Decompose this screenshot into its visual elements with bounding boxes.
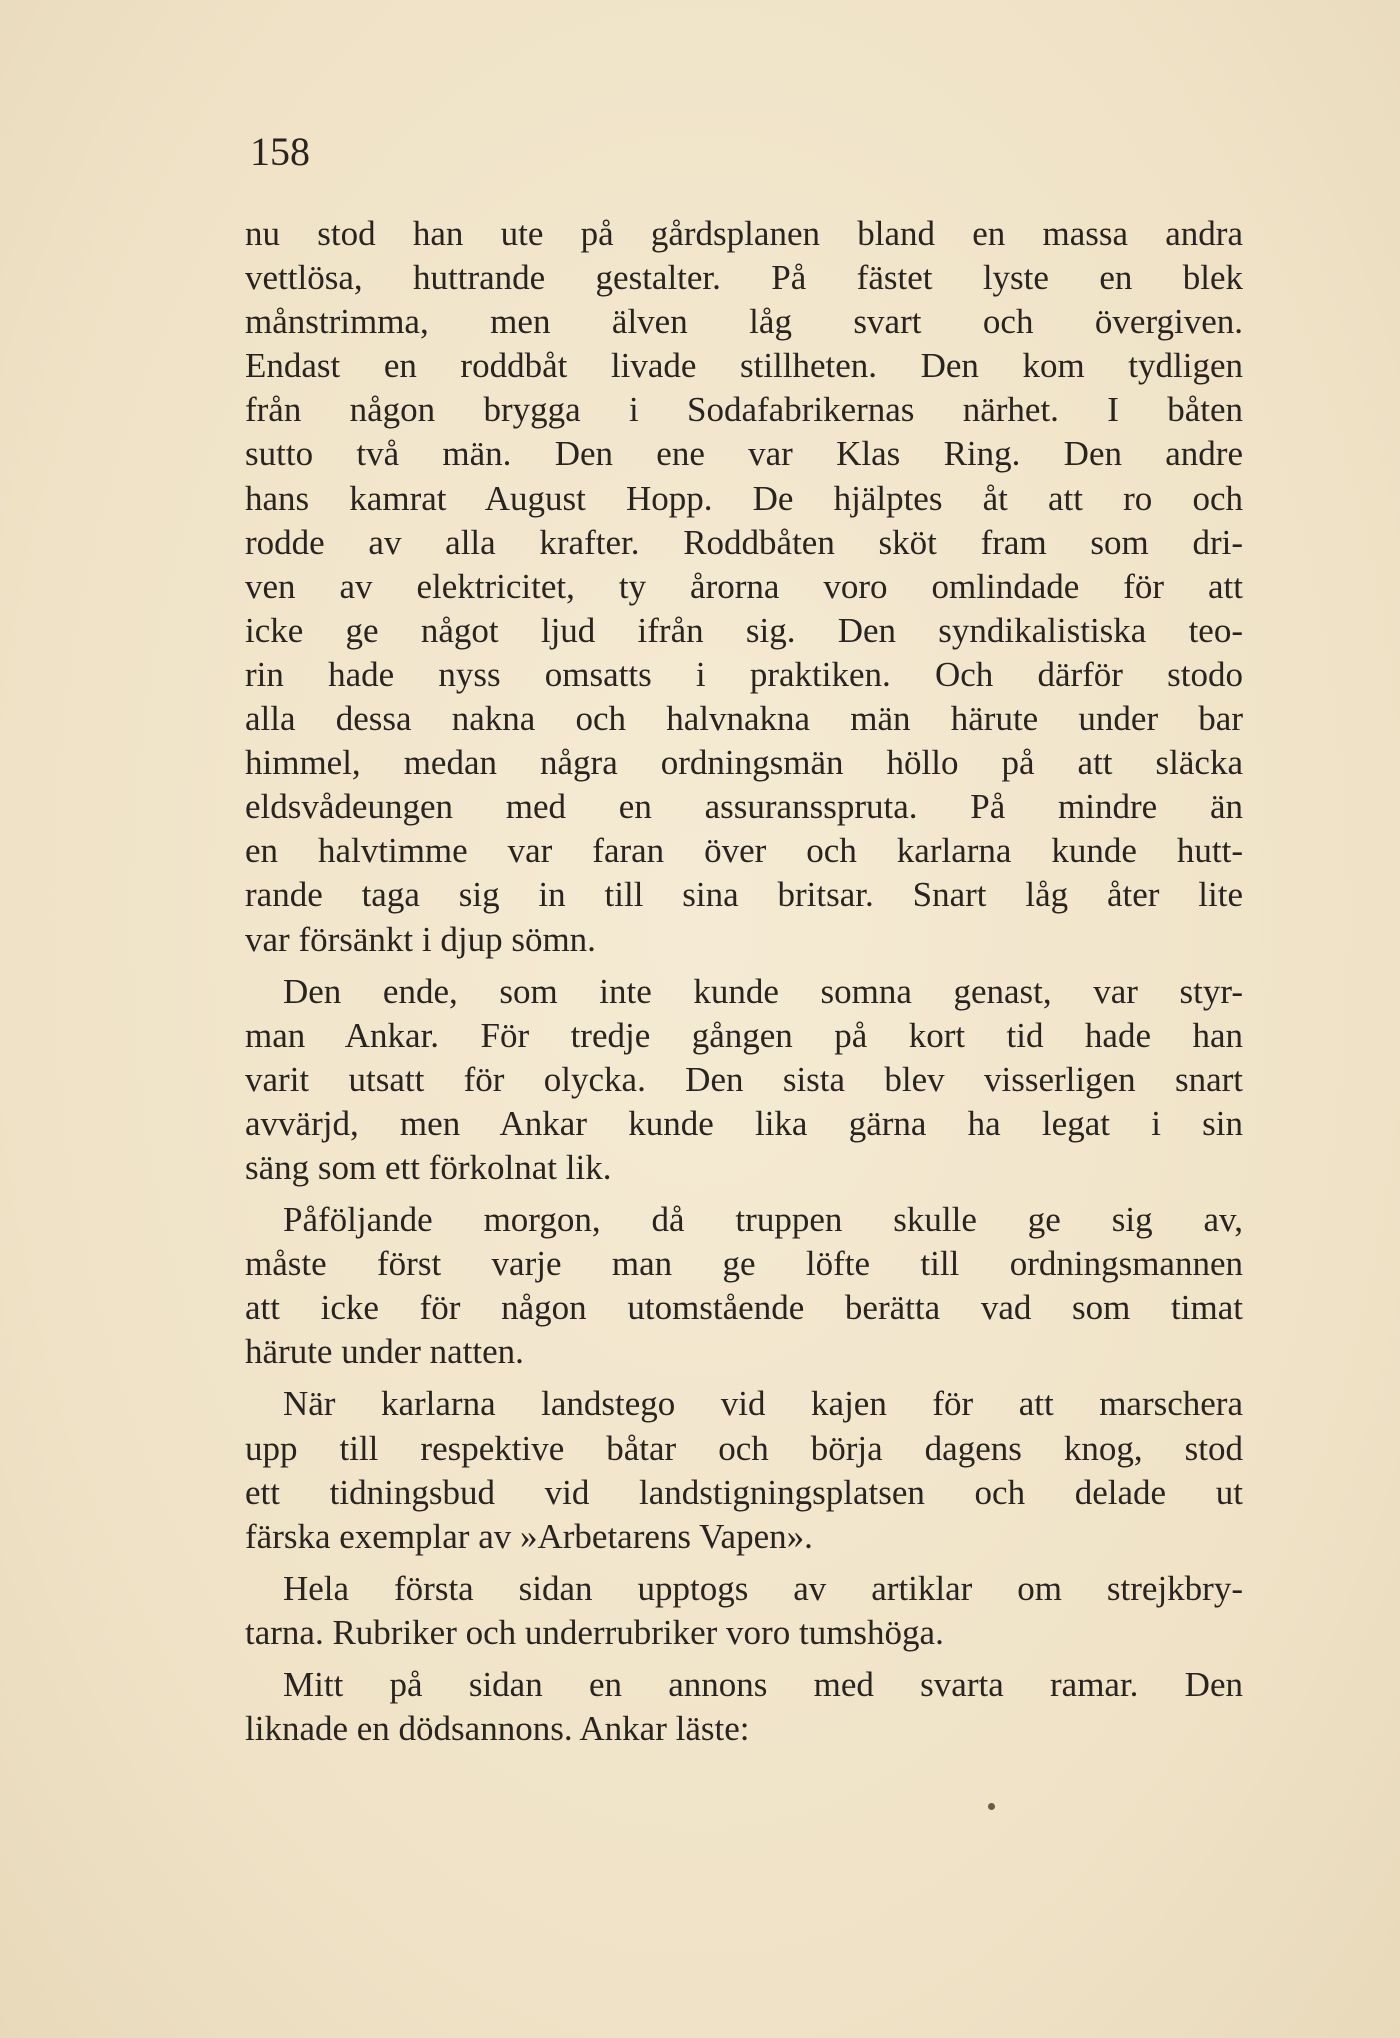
paper-speck (988, 1803, 995, 1810)
text-line: liknade en dödsannons. Ankar läste: (245, 1709, 750, 1749)
text-line: Mitt på sidan en annons med svarta ramar. Den (283, 1665, 1243, 1704)
text-line: icke ge något ljud ifrån sig. Den syndikalistiska teo- (245, 610, 1243, 650)
text-line: himmel, medan några ordningsmän höllo på att släcka (245, 743, 1243, 783)
text-line: alla dessa nakna och halvnakna män härute under bar (245, 699, 1243, 739)
paragraph-gap (245, 1374, 1243, 1382)
paragraph-gap (245, 1559, 1243, 1567)
text-line: tarna. Rubriker och underrubriker voro tumshöga. (245, 1612, 944, 1652)
text-line: rande taga sig in till sina britsar. Snart låg åter lite (245, 875, 1243, 915)
text-line: måste först varje man ge löfte till ordningsmannen (245, 1244, 1243, 1284)
text-line: nu stod han ute på gårdsplanen bland en massa andra (245, 214, 1243, 253)
text-line: rodde av alla krafter. Roddbåten sköt fram som dri- (245, 522, 1243, 562)
paragraph-gap (245, 962, 1243, 970)
text-line: eldsvådeungen med en assuransspruta. På mindre än (245, 787, 1243, 827)
text-line: härute under natten. (245, 1332, 524, 1372)
text-line: Den ende, som inte kunde somna genast, var styr- (283, 971, 1243, 1011)
text-line: man Ankar. För tredje gången på kort tid hade han (245, 1015, 1243, 1055)
text-line: rin hade nyss omsatts i praktiken. Och därför stodo (245, 654, 1243, 694)
text-line: säng som ett förkolnat lik. (245, 1147, 612, 1187)
text-line: hans kamrat August Hopp. De hjälptes åt att ro och (245, 478, 1243, 518)
text-line: Påföljande morgon, då truppen skulle ge sig av, (283, 1200, 1243, 1240)
page-number: 158 (250, 129, 310, 174)
text-line: vettlösa, huttrande gestalter. På fästet lyste en blek (245, 258, 1243, 298)
text-line: en halvtimme var faran över och karlarna kunde hutt- (245, 831, 1243, 871)
text-line: månstrimma, men älven låg svart och övergiven. (245, 302, 1243, 342)
paragraph-gap (245, 1190, 1243, 1198)
text-line: ett tidningsbud vid landstigningsplatsen och delade ut (245, 1472, 1243, 1512)
text-line: från någon brygga i Sodafabrikernas närhet. I båten (245, 390, 1243, 430)
text-line: ven av elektricitet, ty årorna voro omlindade för att (245, 566, 1243, 606)
text-line: sutto två män. Den ene var Klas Ring. Den andre (245, 434, 1243, 474)
text-line: var försänkt i djup sömn. (245, 919, 596, 959)
text-line: att icke för någon utomstående berätta vad som timat (245, 1288, 1243, 1328)
text-line: upp till respektive båtar och börja dagens knog, stod (245, 1428, 1243, 1468)
paragraph-gap (245, 1655, 1243, 1663)
text-line: När karlarna landstego vid kajen för att marschera (283, 1384, 1243, 1424)
text-line: Endast en roddbåt livade stillheten. Den kom tydligen (245, 346, 1243, 386)
text-line: färska exemplar av »Arbetarens Vapen». (245, 1516, 813, 1556)
text-line: Hela första sidan upptogs av artiklar om strejkbry- (283, 1568, 1243, 1608)
text-line: avvärjd, men Ankar kunde lika gärna ha legat i sin (245, 1103, 1243, 1143)
text-line: varit utsatt för olycka. Den sista blev visserligen snart (245, 1059, 1243, 1099)
body-text (245, 212, 1243, 1751)
